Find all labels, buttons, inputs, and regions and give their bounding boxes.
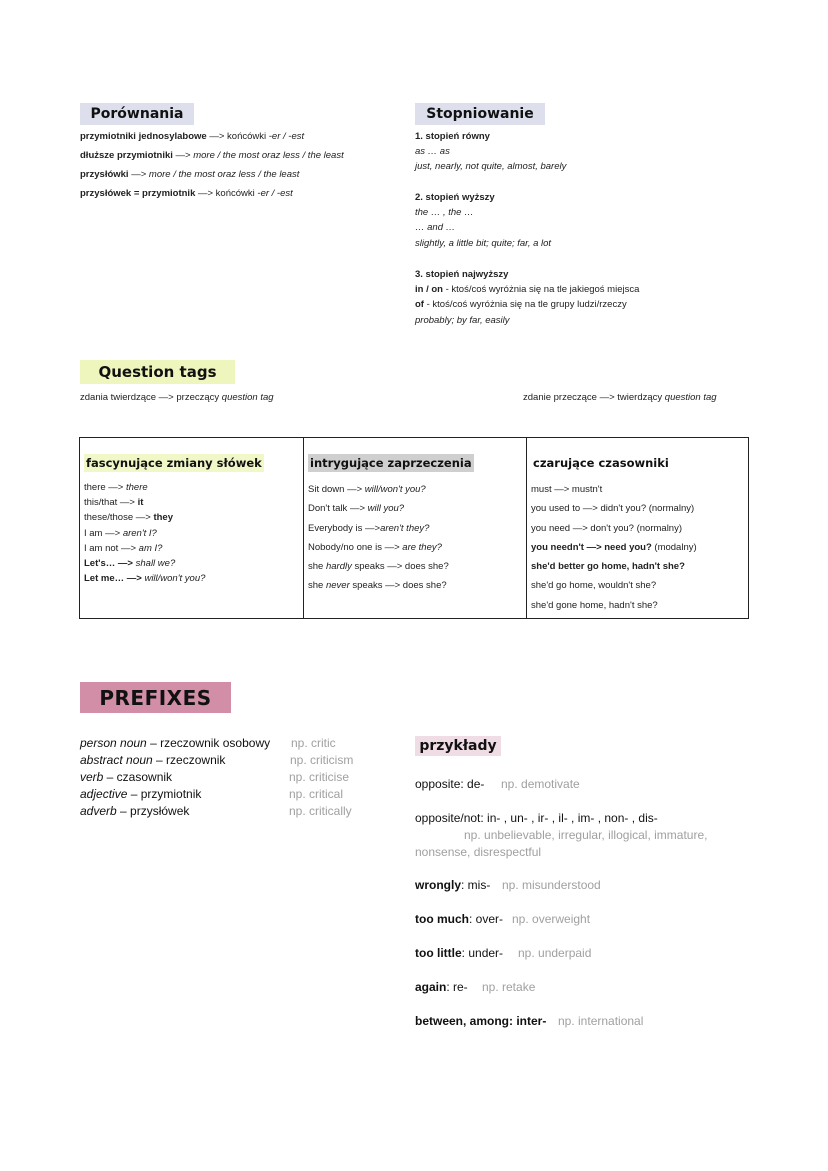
stopien-wyzszy-title: 2. stopień wyższy bbox=[415, 192, 495, 203]
stopien-najwyzszy-line: of - ktoś/coś wyróżnia się na tle grupy ludzi/rzeczy bbox=[415, 299, 627, 310]
przyklady-header: przykłady bbox=[415, 736, 501, 756]
table-row: this/that —> it bbox=[84, 497, 144, 509]
part-of-speech-example: np. criticise bbox=[289, 770, 350, 784]
table-row: she'd gone home, hadn't she? bbox=[531, 599, 658, 611]
stopniowanie-header: Stopniowanie bbox=[415, 103, 545, 125]
prefix-example-text: nonsense, disrespectful bbox=[415, 845, 542, 859]
column-header: fascynujące zmiany słówek bbox=[86, 456, 262, 470]
stopien-najwyzszy-title: 3. stopień najwyższy bbox=[415, 269, 509, 280]
stopien-wyzszy-line: slightly, a little bit; quite; far, a lot bbox=[415, 238, 552, 249]
prefix-example-too-little: too little: under- bbox=[415, 946, 504, 960]
stopien-rowny-line: just, nearly, not quite, almost, barely bbox=[415, 161, 567, 172]
prefix-example-text: np. international bbox=[558, 1014, 644, 1028]
prefix-example-wrongly: wrongly: mis- bbox=[415, 878, 491, 892]
stopien-najwyzszy-line: in / on - ktoś/coś wyróżnia się na tle jakiegoś miejsca bbox=[415, 284, 640, 295]
column-header: intrygujące zaprzeczenia bbox=[310, 456, 472, 470]
porownania-line: przysłówki —> more / the most oraz less / the least bbox=[80, 169, 300, 180]
prefix-example-text: np. misunderstood bbox=[502, 878, 601, 892]
stopien-rowny-title: 1. stopień równy bbox=[415, 131, 490, 142]
question-tags-header: Question tags bbox=[80, 360, 235, 384]
table-row: Nobody/no one is —> are they? bbox=[308, 541, 442, 553]
part-of-speech-line: adverb – przysłówek bbox=[80, 804, 190, 818]
prefix-example-opposite: opposite: de- bbox=[415, 777, 485, 791]
table-column-word-changes bbox=[80, 438, 303, 618]
prefix-example-opposite-not: opposite/not: in- , un- , ir- , il- , im- , non- , dis- bbox=[415, 811, 658, 825]
table-row: you need —> don't you? (normalny) bbox=[531, 522, 682, 534]
part-of-speech-example: np. critic bbox=[291, 736, 336, 750]
prefix-example-too-much: too much: over- bbox=[415, 912, 504, 926]
prefix-example-text: np. unbelievable, irregular, illogical, immature, bbox=[464, 828, 708, 842]
part-of-speech-example: np. critically bbox=[289, 804, 352, 818]
part-of-speech-line: abstract noun – rzeczownik bbox=[80, 753, 226, 767]
prefix-example-text: np. demotivate bbox=[501, 777, 580, 791]
table-row: there —> there bbox=[84, 482, 148, 493]
stopien-wyzszy-line: … and … bbox=[415, 222, 456, 233]
porownania-line: przysłówek = przymiotnik —> końcówki -er / -est bbox=[80, 188, 293, 199]
table-row: Let's… —> shall we? bbox=[84, 557, 176, 569]
question-tags-note-right: zdanie przeczące —> twierdzący question tag bbox=[523, 392, 717, 403]
table-row: Don't talk —> will you? bbox=[308, 503, 405, 515]
question-tags-note-left: zdania twierdzące —> przeczący question tag bbox=[80, 392, 274, 403]
part-of-speech-example: np. criticism bbox=[290, 753, 354, 767]
part-of-speech-example: np. critical bbox=[289, 787, 344, 801]
table-row: I am not —> am I? bbox=[84, 542, 163, 554]
table-row: these/those —> they bbox=[84, 512, 173, 524]
stopien-najwyzszy-line: probably; by far, easily bbox=[415, 315, 510, 326]
table-row: she'd go home, wouldn't she? bbox=[531, 580, 657, 592]
porownania-line: dłuższe przymiotniki —> more / the most oraz less / the least bbox=[80, 150, 344, 161]
table-row: Sit down —> will/won't you? bbox=[308, 484, 426, 495]
stopien-wyzszy-line: the … , the … bbox=[415, 207, 474, 218]
table-row: she hardly speaks —> does she? bbox=[308, 561, 449, 573]
part-of-speech-line: verb – czasownik bbox=[80, 770, 173, 784]
prefix-example-text: np. underpaid bbox=[518, 946, 592, 960]
table-column-verbs bbox=[526, 438, 748, 618]
part-of-speech-line: adjective – przymiotnik bbox=[80, 787, 202, 801]
table-row: Let me… —> will/won't you? bbox=[84, 573, 206, 585]
question-tags-table bbox=[79, 437, 749, 619]
table-row: you used to —> didn't you? (normalny) bbox=[531, 503, 695, 515]
prefix-example-text: np. retake bbox=[482, 980, 536, 994]
table-row: must —> mustn't bbox=[531, 484, 603, 495]
part-of-speech-line: person noun – rzeczownik osobowy bbox=[80, 736, 271, 750]
table-row: she never speaks —> does she? bbox=[308, 580, 447, 592]
porownania-line: przymiotniki jednosylabowe —> końcówki -er / -est bbox=[80, 131, 305, 142]
column-header: czarujące czasowniki bbox=[533, 456, 669, 470]
prefix-example-again: again: re- bbox=[415, 980, 468, 994]
stopien-rowny-line: as … as bbox=[415, 146, 450, 157]
prefix-example-text: np. overweight bbox=[512, 912, 591, 926]
prefix-example-between: between, among: inter- bbox=[415, 1014, 547, 1028]
table-row: she'd better go home, hadn't she? bbox=[531, 561, 685, 573]
prefixes-header: PREFIXES bbox=[80, 682, 231, 713]
porownania-header: Porównania bbox=[80, 103, 194, 125]
table-row: I am —> aren't I? bbox=[84, 527, 157, 539]
table-row: you needn't —> need you? (modalny) bbox=[531, 541, 697, 553]
table-column-negations bbox=[303, 438, 526, 618]
table-row: Everybody is —>aren't they? bbox=[308, 522, 430, 534]
